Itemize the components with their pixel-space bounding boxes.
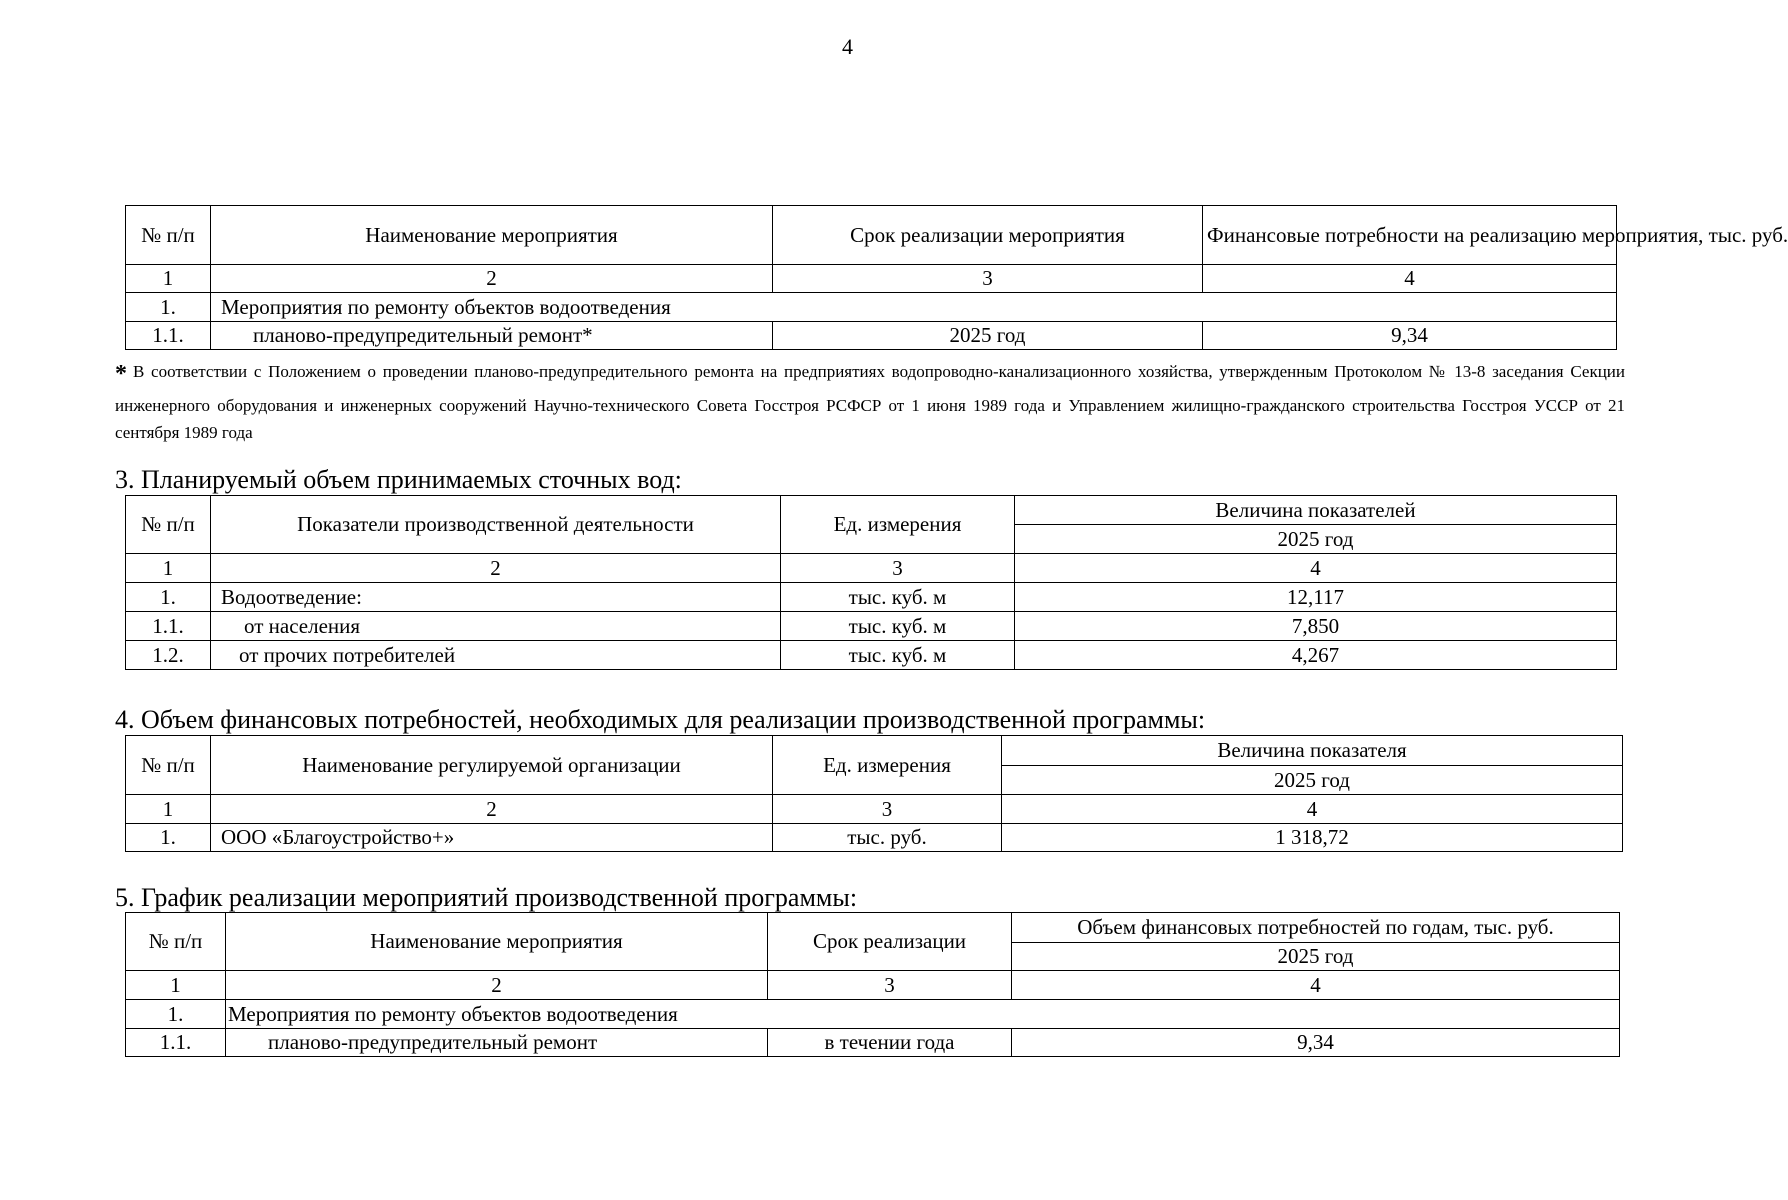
table-header-row bbox=[126, 736, 1623, 766]
column-number: 1 bbox=[126, 265, 211, 293]
header-cell: № п/п bbox=[126, 913, 226, 971]
header-cell: Величина показателя bbox=[1002, 736, 1623, 766]
schedule-table bbox=[125, 912, 1620, 1057]
activities-table bbox=[125, 205, 1788, 350]
column-number: 3 bbox=[768, 971, 1012, 1000]
activity-value: 9,34 bbox=[1012, 1029, 1620, 1057]
header-cell: Объем финансовых потребностей по годам, тыс. руб. bbox=[1012, 913, 1620, 943]
table-row bbox=[126, 1029, 1620, 1057]
table-row bbox=[126, 322, 1617, 350]
header-cell: Показатели производственной деятельности bbox=[211, 496, 781, 554]
row-number: 1.1. bbox=[126, 612, 211, 641]
indicator-value: 4,267 bbox=[1015, 641, 1617, 670]
year-header: 2025 год bbox=[1012, 943, 1620, 971]
column-number: 3 bbox=[773, 265, 1203, 293]
indicator-name: Водоотведение: bbox=[211, 583, 781, 612]
wastewater-table bbox=[125, 495, 1617, 670]
indicator-value: 7,850 bbox=[1015, 612, 1617, 641]
column-number: 4 bbox=[1015, 554, 1617, 583]
column-number: 1 bbox=[126, 554, 211, 583]
column-number-row bbox=[126, 265, 1617, 293]
header-cell: Наименование регулируемой организации bbox=[211, 736, 773, 795]
year-header: 2025 год bbox=[1015, 525, 1617, 554]
column-number: 4 bbox=[1002, 795, 1623, 824]
table-header-row bbox=[126, 496, 1617, 525]
activity-name: планово-предупредительный ремонт* bbox=[211, 322, 773, 350]
header-cell: № п/п bbox=[126, 736, 211, 795]
table-header-row bbox=[126, 913, 1620, 943]
footnote bbox=[115, 356, 1625, 446]
column-number: 4 bbox=[1012, 971, 1620, 1000]
column-number: 3 bbox=[781, 554, 1015, 583]
header-cell: Ед. измерения bbox=[773, 736, 1002, 795]
column-number: 1 bbox=[126, 971, 226, 1000]
row-number: 1. bbox=[126, 1000, 226, 1029]
column-number: 4 bbox=[1203, 265, 1617, 293]
column-number: 2 bbox=[211, 265, 773, 293]
table-row bbox=[126, 824, 1623, 852]
column-number: 2 bbox=[226, 971, 768, 1000]
table-row bbox=[126, 641, 1617, 670]
indicator-value: 12,117 bbox=[1015, 583, 1617, 612]
column-number-row bbox=[126, 795, 1623, 824]
indicator-unit: тыс. куб. м bbox=[781, 641, 1015, 670]
header-cell: № п/п bbox=[126, 496, 211, 554]
page-number: 4 bbox=[842, 34, 853, 59]
column-number: 1 bbox=[126, 795, 211, 824]
organization-unit: тыс. руб. bbox=[773, 824, 1002, 852]
header-cell: Ед. измерения bbox=[781, 496, 1015, 554]
group-row bbox=[126, 1000, 1620, 1029]
activity-value: 9,34 bbox=[1203, 322, 1617, 350]
section-4-title: 4. Объем финансовых потребностей, необходимых для реализации производственной программы: bbox=[115, 705, 1206, 734]
footnote-text: В соответствии с Положением о проведении планово-предупредительного ремонта на предприятиях водопроводно-канализационного хозяйства, утвержденным Протоколом № 13-8 заседания Секции инженерного оборудования и инженерных сооружений Научно-технического Совета Госстроя РСФСР от 1 июня 1989 года и Управлением жилищно-гражданского строительства Госстроя УССР от 21 сентября 1989 года bbox=[115, 362, 1625, 442]
column-number: 2 bbox=[211, 554, 781, 583]
row-number: 1. bbox=[126, 583, 211, 612]
section-3-title: 3. Планируемый объем принимаемых сточных вод: bbox=[115, 465, 682, 494]
row-number: 1. bbox=[126, 293, 211, 322]
row-number: 1.2. bbox=[126, 641, 211, 670]
row-number: 1. bbox=[126, 824, 211, 852]
group-row bbox=[126, 293, 1617, 322]
header-cell: Величина показателей bbox=[1015, 496, 1617, 525]
financial-needs-table bbox=[125, 735, 1623, 852]
row-number: 1.1. bbox=[126, 1029, 226, 1057]
header-cell: Наименование мероприятия bbox=[211, 206, 773, 265]
footnote-marker: * bbox=[115, 361, 127, 387]
header-cell: № п/п bbox=[126, 206, 211, 265]
section-5-title: 5. График реализации мероприятий производственной программы: bbox=[115, 883, 858, 912]
year-header: 2025 год bbox=[1002, 766, 1623, 795]
header-cell: Срок реализации мероприятия bbox=[773, 206, 1203, 265]
row-number: 1.1. bbox=[126, 322, 211, 350]
header-cell: Наименование мероприятия bbox=[226, 913, 768, 971]
table-row bbox=[126, 583, 1617, 612]
activity-term: 2025 год bbox=[773, 322, 1203, 350]
table-header-row bbox=[126, 206, 1617, 265]
group-label: Мероприятия по ремонту объектов водоотведения bbox=[226, 1000, 1620, 1029]
indicator-name: от прочих потребителей bbox=[211, 641, 781, 670]
column-number: 3 bbox=[773, 795, 1002, 824]
activity-name: планово-предупредительный ремонт bbox=[226, 1029, 768, 1057]
group-label: Мероприятия по ремонту объектов водоотведения bbox=[211, 293, 1617, 322]
column-number: 2 bbox=[211, 795, 773, 824]
header-cell: Срок реализации bbox=[768, 913, 1012, 971]
indicator-unit: тыс. куб. м bbox=[781, 583, 1015, 612]
column-number-row bbox=[126, 971, 1620, 1000]
organization-value: 1 318,72 bbox=[1002, 824, 1623, 852]
activity-term: в течении года bbox=[768, 1029, 1012, 1057]
indicator-name: от населения bbox=[211, 612, 781, 641]
header-cell: Финансовые потребности на реализацию мероприятия, тыс. руб. bbox=[1203, 206, 1617, 265]
indicator-unit: тыс. куб. м bbox=[781, 612, 1015, 641]
organization-name: ООО «Благоустройство+» bbox=[211, 824, 773, 852]
column-number-row bbox=[126, 554, 1617, 583]
table-row bbox=[126, 612, 1617, 641]
